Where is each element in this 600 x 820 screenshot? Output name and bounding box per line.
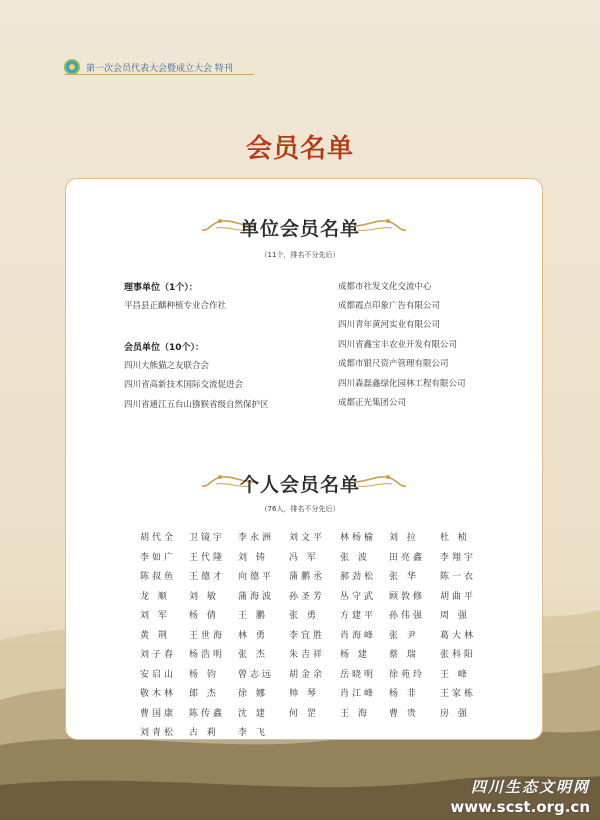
member-name: 王家栋 — [440, 689, 477, 699]
member-name: 王 海 — [340, 708, 370, 719]
member-name: 杨 倩 — [189, 611, 219, 621]
member-name: 胡曲平 — [440, 591, 477, 602]
member-name: 肖海峰 — [340, 630, 377, 641]
member-name: 刘子春 — [140, 650, 177, 660]
site-watermark — [450, 776, 590, 816]
member-name: 田亮鑫 — [389, 552, 426, 563]
member-name: 杨 建 — [340, 650, 370, 660]
member-unit-item: 成都正光集团公司 — [338, 398, 407, 408]
member-name: 刘文平 — [289, 533, 326, 543]
member-name: 张 尹 — [389, 630, 419, 641]
member-unit-item: 成都市银尺资产管理有限公司 — [338, 359, 449, 369]
member-name: 肖江峰 — [340, 689, 377, 699]
member-name: 向德平 — [238, 572, 275, 582]
header-divider — [64, 74, 254, 75]
member-name: 朱吉祥 — [289, 650, 326, 660]
member-name: 顾敦修 — [389, 591, 426, 602]
member-name: 张 杰 — [238, 650, 268, 660]
member-unit-item: 四川大熊猫之友联合会 — [124, 361, 210, 371]
member-name: 刘 军 — [140, 611, 170, 621]
council-unit-item: 平昌县正麒种植专业合作社 — [124, 301, 227, 311]
member-name: 葛大林 — [440, 630, 477, 641]
member-name: 王 峰 — [440, 669, 470, 680]
member-name: 郝劲松 — [340, 572, 377, 582]
member-name: 张 勇 — [289, 611, 319, 621]
member-name: 陈传鑫 — [189, 708, 226, 719]
member-unit-item: 四川森磊鑫绿化园林工程有限公司 — [338, 379, 466, 389]
member-name: 古 莉 — [189, 728, 219, 738]
member-name: 胡金余 — [289, 669, 326, 680]
member-name: 曹国康 — [140, 708, 177, 719]
watermark-url: www.scst.org.cn — [450, 798, 590, 816]
member-name: 王世海 — [189, 630, 226, 641]
member-name: 张 华 — [389, 572, 419, 582]
member-unit-item: 四川省鑫宝丰农业开发有限公司 — [338, 340, 458, 350]
org-section-title: 单位会员名单 — [239, 218, 360, 240]
member-name: 李宜胜 — [289, 630, 326, 641]
member-name: 刘 铸 — [238, 552, 268, 563]
member-name: 冯 军 — [289, 552, 319, 563]
member-name: 王代隆 — [189, 552, 226, 563]
member-name: 林 勇 — [238, 630, 268, 641]
member-name: 杨 钧 — [189, 669, 219, 680]
member-name: 曾志远 — [238, 669, 275, 680]
member-name: 帅 琴 — [289, 689, 319, 699]
member-name: 刘青松 — [140, 728, 177, 738]
member-name: 李如广 — [140, 552, 177, 563]
member-name: 胡代全 — [140, 533, 177, 543]
member-name: 蒲鹏丞 — [289, 572, 326, 582]
member-name: 李永洲 — [238, 533, 275, 543]
member-name: 王德才 — [189, 572, 226, 582]
council-unit-label: 理事单位（1个）： — [124, 283, 198, 293]
member-name: 方建平 — [340, 611, 377, 621]
member-name: 徐 娜 — [238, 689, 268, 699]
association-logo-icon — [64, 59, 80, 75]
member-name: 卫镜宇 — [189, 533, 226, 543]
member-name: 房 强 — [440, 708, 470, 719]
member-name: 何 罡 — [289, 708, 319, 719]
member-name: 陈一衣 — [440, 572, 477, 582]
member-name: 林杨榆 — [340, 533, 377, 543]
member-name: 蔡 瑞 — [389, 650, 419, 660]
member-name: 蒲海波 — [238, 591, 275, 602]
individual-section-subtitle: （76人，排名不分先后） — [260, 505, 340, 513]
member-name: 黄 荆 — [140, 630, 170, 641]
member-name: 曹 贵 — [389, 708, 419, 719]
member-name: 李翔宇 — [440, 552, 477, 563]
member-name: 龙 顺 — [140, 591, 170, 602]
member-name: 沈 建 — [238, 708, 268, 719]
right-ornament-icon — [352, 214, 408, 236]
member-name: 郎 杰 — [189, 689, 219, 699]
member-unit-label: 会员单位（10个）： — [124, 343, 205, 353]
member-unit-item: 四川青年黄河实业有限公司 — [338, 320, 441, 330]
individual-section-title: 个人会员名单 — [239, 474, 360, 496]
member-name: 李 飞 — [238, 728, 268, 738]
member-name: 岳晓明 — [340, 669, 377, 680]
member-unit-item: 四川省通江五台山猕猴省级自然保护区 — [124, 400, 269, 410]
member-name: 杨浩明 — [189, 650, 226, 660]
member-name: 刘 拉 — [389, 533, 419, 543]
member-name: 敬木林 — [140, 689, 177, 699]
member-name: 孙伟强 — [389, 611, 426, 621]
org-section-subtitle: （11个，排名不分先后） — [260, 251, 340, 259]
member-name: 张 波 — [340, 552, 370, 563]
watermark-site-name: 四川生态文明网 — [470, 778, 590, 796]
member-unit-item: 成都霞点印象广告有限公司 — [338, 301, 441, 311]
member-name: 安启山 — [140, 669, 177, 680]
member-name: 张科阳 — [440, 650, 477, 660]
header-title: 第一次会员代表大会暨成立大会 特刊 — [86, 63, 233, 74]
member-name: 徐苑玲 — [389, 669, 426, 680]
member-name: 孙圣芳 — [289, 591, 326, 602]
member-name: 刘 敏 — [189, 591, 219, 602]
member-name: 王 鹏 — [238, 611, 268, 621]
right-ornament-icon — [352, 470, 408, 492]
page-title: 会员名单 — [245, 134, 354, 164]
member-name: 杜 桢 — [440, 533, 470, 543]
member-unit-item: 成都市社发文化交流中心 — [338, 282, 432, 292]
member-name: 杨 非 — [389, 689, 419, 699]
member-name: 陈叔鱼 — [140, 572, 177, 582]
member-unit-item: 四川省高新技术国际交流促进会 — [124, 380, 244, 390]
member-name: 周 强 — [440, 611, 470, 621]
member-name: 丛守武 — [340, 591, 377, 602]
